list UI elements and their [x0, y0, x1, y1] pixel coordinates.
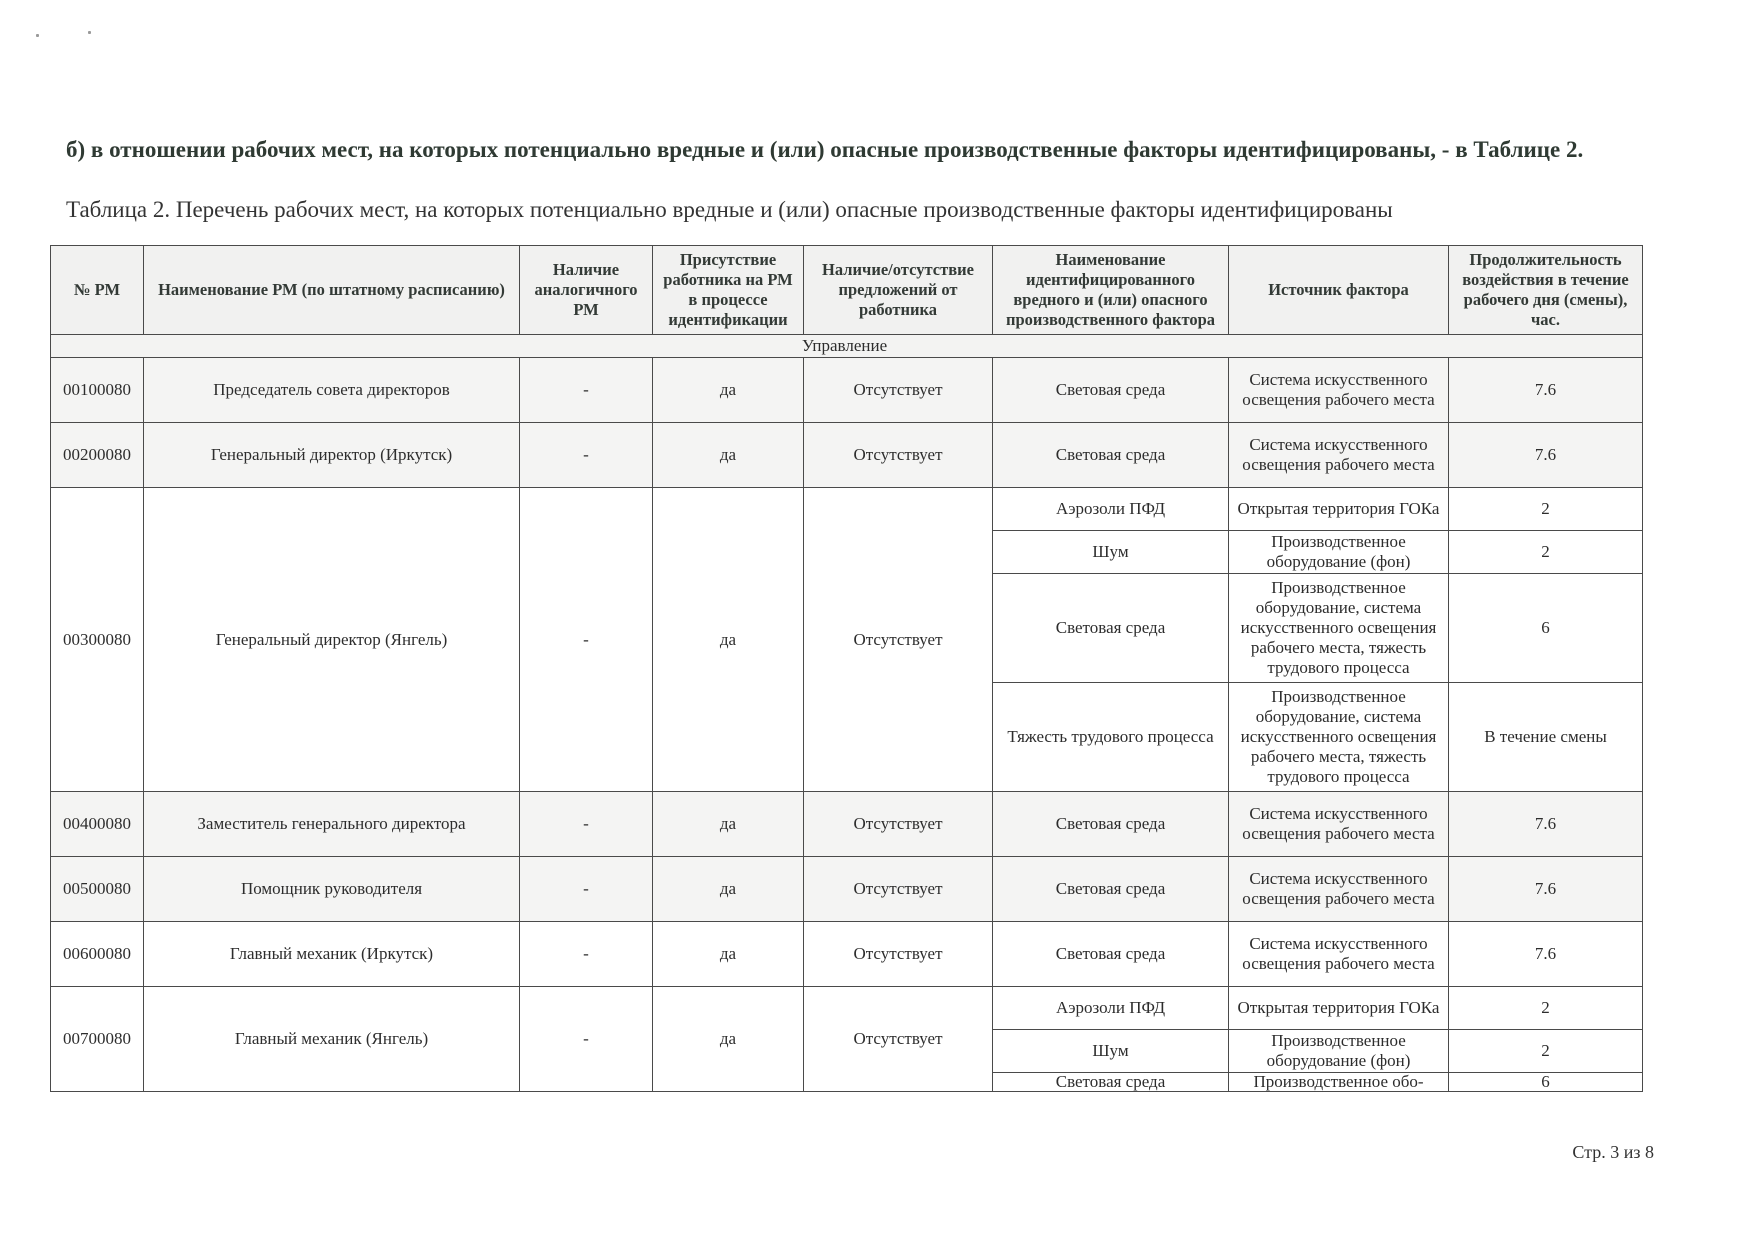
analog-workplace: - [520, 922, 653, 987]
worker-proposals: Отсутствует [804, 987, 993, 1092]
workplace-id: 00100080 [51, 358, 144, 423]
table-header-row [51, 246, 1643, 335]
exposure-duration: 2 [1449, 488, 1643, 531]
analog-workplace: - [520, 857, 653, 922]
analog-workplace: - [520, 358, 653, 423]
col-header-name: Наименование РМ (по штатному расписанию) [144, 246, 520, 335]
workplace-name: Генеральный директор (Иркутск) [144, 423, 520, 488]
worker-proposals: Отсутствует [804, 922, 993, 987]
hazard-factor: Световая среда [993, 792, 1229, 857]
exposure-duration: 2 [1449, 531, 1643, 574]
hazard-factor: Аэрозоли ПФД [993, 488, 1229, 531]
exposure-duration: 6 [1449, 1073, 1643, 1092]
factor-source: Открытая территория ГОКа [1229, 987, 1449, 1030]
table-row [51, 423, 1643, 488]
hazard-factor: Тяжесть трудового процесса [993, 683, 1229, 792]
table-row [51, 922, 1643, 987]
hazard-factor: Световая среда [993, 1073, 1229, 1092]
col-header-duration: Продолжительность воздействия в течение рабочего дня (смены), час. [1449, 246, 1643, 335]
worker-presence: да [653, 358, 804, 423]
workplace-name: Генеральный директор (Янгель) [144, 488, 520, 792]
factor-source: Производственное оборудование (фон) [1229, 1030, 1449, 1073]
exposure-duration: 2 [1449, 1030, 1643, 1073]
worker-proposals: Отсутствует [804, 488, 993, 792]
table-caption: Таблица 2. Перечень рабочих мест, на которых потенциально вредные и (или) опасные производственные факторы идентифицированы [66, 197, 1393, 222]
hazard-factor: Световая среда [993, 922, 1229, 987]
worker-proposals: Отсутствует [804, 423, 993, 488]
scan-speck [36, 34, 39, 37]
workplace-name: Председатель совета директоров [144, 358, 520, 423]
analog-workplace: - [520, 488, 653, 792]
workplace-name: Заместитель генерального директора [144, 792, 520, 857]
exposure-duration: 7.6 [1449, 423, 1643, 488]
workplace-id: 00600080 [51, 922, 144, 987]
table-row [51, 358, 1643, 423]
hazard-factor: Световая среда [993, 358, 1229, 423]
col-header-proposals: Наличие/отсутствие предложений от работника [804, 246, 993, 335]
worker-proposals: Отсутствует [804, 857, 993, 922]
exposure-duration: 2 [1449, 987, 1643, 1030]
factor-source: Производственное оборудование, система искусственного освещения рабочего места, тяжесть трудового процесса [1229, 574, 1449, 683]
section-row [51, 335, 1643, 358]
factor-source: Производственное оборудование, система искусственного освещения рабочего места, тяжесть трудового процесса [1229, 683, 1449, 792]
workplace-id: 00500080 [51, 857, 144, 922]
workplace-id: 00700080 [51, 987, 144, 1092]
table-row [51, 792, 1643, 857]
worker-proposals: Отсутствует [804, 792, 993, 857]
worker-presence: да [653, 922, 804, 987]
factor-source: Система искусственного освещения рабочего места [1229, 792, 1449, 857]
worker-presence: да [653, 857, 804, 922]
section-heading: б) в отношении рабочих мест, на которых потенциально вредные и (или) опасные производственные факторы идентифицированы, - в Таблице 2. [66, 137, 1584, 162]
workplace-name: Главный механик (Янгель) [144, 987, 520, 1092]
workplace-name: Помощник руководителя [144, 857, 520, 922]
worker-presence: да [653, 792, 804, 857]
scan-speck [88, 31, 91, 34]
col-header-source: Источник фактора [1229, 246, 1449, 335]
table-row [51, 857, 1643, 922]
hazard-factor: Шум [993, 531, 1229, 574]
workplaces-table [50, 245, 1643, 1092]
workplace-id: 00400080 [51, 792, 144, 857]
hazard-factor: Световая среда [993, 574, 1229, 683]
worker-presence: да [653, 488, 804, 792]
exposure-duration: 7.6 [1449, 792, 1643, 857]
table-row [51, 488, 1643, 531]
workplace-name: Главный механик (Иркутск) [144, 922, 520, 987]
col-header-analog: Наличие аналогичного РМ [520, 246, 653, 335]
exposure-duration: В течение смены [1449, 683, 1643, 792]
exposure-duration: 7.6 [1449, 922, 1643, 987]
section-label: Управление [51, 335, 1643, 358]
exposure-duration: 7.6 [1449, 358, 1643, 423]
analog-workplace: - [520, 423, 653, 488]
factor-source: Система искусственного освещения рабочего места [1229, 857, 1449, 922]
col-header-presence: Присутствие работника на РМ в процессе идентификации [653, 246, 804, 335]
col-header-factor: Наименование идентифицированного вредного и (или) опасного производственного фактора [993, 246, 1229, 335]
hazard-factor: Аэрозоли ПФД [993, 987, 1229, 1030]
hazard-factor: Шум [993, 1030, 1229, 1073]
table-row [51, 987, 1643, 1030]
factor-source: Производственное оборудование (фон) [1229, 531, 1449, 574]
worker-presence: да [653, 987, 804, 1092]
factor-source: Производственное обо- [1229, 1073, 1449, 1092]
page-number: Стр. 3 из 8 [1572, 1142, 1654, 1162]
worker-presence: да [653, 423, 804, 488]
col-header-id: № РМ [51, 246, 144, 335]
analog-workplace: - [520, 987, 653, 1092]
exposure-duration: 6 [1449, 574, 1643, 683]
analog-workplace: - [520, 792, 653, 857]
hazard-factor: Световая среда [993, 857, 1229, 922]
factor-source: Система искусственного освещения рабочего места [1229, 423, 1449, 488]
factor-source: Система искусственного освещения рабочего места [1229, 922, 1449, 987]
exposure-duration: 7.6 [1449, 857, 1643, 922]
factor-source: Открытая территория ГОКа [1229, 488, 1449, 531]
workplace-id: 00300080 [51, 488, 144, 792]
worker-proposals: Отсутствует [804, 358, 993, 423]
hazard-factor: Световая среда [993, 423, 1229, 488]
factor-source: Система искусственного освещения рабочего места [1229, 358, 1449, 423]
workplace-id: 00200080 [51, 423, 144, 488]
